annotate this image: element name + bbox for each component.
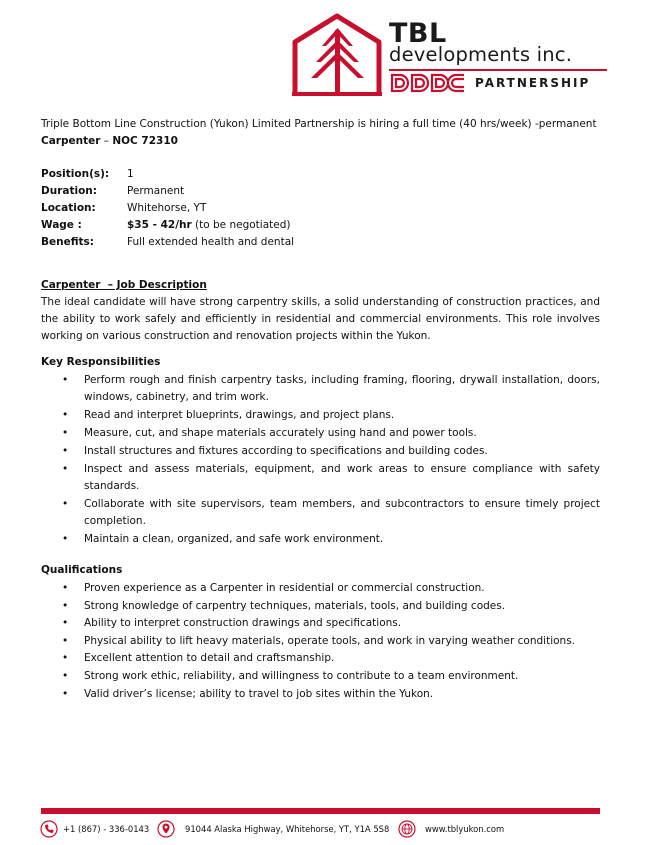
bullet: • bbox=[62, 533, 69, 545]
list-item-text: Collaborate with site supervisors, team members, and subcontractors to ensure timely project completion. bbox=[84, 498, 600, 527]
bullet: • bbox=[62, 687, 69, 700]
list-item bbox=[41, 461, 600, 495]
qualifications-list bbox=[41, 580, 600, 703]
footer-phone[interactable]: +1 (867) - 336-0143 bbox=[63, 824, 150, 834]
brand-partnership: PARTNERSHIP bbox=[475, 76, 591, 90]
bullet: • bbox=[62, 445, 69, 457]
duration-label: Duration: bbox=[41, 185, 97, 197]
list-item bbox=[41, 407, 600, 424]
list-item-text: Perform rough and finish carpentry tasks, including framing, flooring, drywall installation, doors, windows, cabinetry, and trim work. bbox=[84, 374, 600, 403]
job-title-line bbox=[41, 133, 600, 150]
list-item bbox=[41, 496, 600, 530]
bullet: • bbox=[62, 652, 69, 665]
location-pin-icon bbox=[157, 820, 175, 838]
list-item bbox=[41, 580, 600, 597]
detail-positions bbox=[41, 166, 600, 183]
list-item bbox=[41, 425, 600, 442]
list-item bbox=[41, 650, 600, 667]
list-item-text: Install structures and fixtures according to specifications and building codes. bbox=[84, 445, 488, 457]
duration-value: Permanent bbox=[127, 185, 185, 197]
list-item bbox=[41, 443, 600, 460]
job-description-heading: Carpenter – Job Description bbox=[41, 279, 207, 291]
bullet: • bbox=[62, 463, 69, 475]
phone-icon bbox=[40, 820, 58, 838]
intro-paragraph bbox=[41, 116, 600, 150]
bullet: • bbox=[62, 634, 69, 647]
detail-duration bbox=[41, 183, 600, 200]
ddc-mark-icon bbox=[390, 73, 468, 93]
list-item-text: Excellent attention to detail and craftsmanship. bbox=[84, 652, 335, 665]
job-summary: The ideal candidate will have strong carpentry skills, a solid understanding of construction practices, and the ability to work safely and efficiently in residential and commercial environments. This role involves working on various construction and renovation projects within the Yukon. bbox=[41, 296, 600, 342]
bullet: • bbox=[62, 374, 69, 386]
list-item bbox=[41, 668, 600, 685]
footer-website[interactable]: www.tblyukon.com bbox=[425, 824, 505, 834]
wage-label: Wage : bbox=[41, 219, 82, 231]
list-item-text: Measure, cut, and shape materials accurately using hand and power tools. bbox=[84, 427, 477, 439]
intro-line: Triple Bottom Line Construction (Yukon) Limited Partnership is hiring a full time (40 hrs/week) -permanent bbox=[41, 118, 597, 130]
list-item-text: Maintain a clean, organized, and safe work environment. bbox=[84, 533, 384, 545]
list-item-text: Physical ability to lift heavy materials, operate tools, and work in varying weather conditions. bbox=[84, 634, 576, 647]
bullet: • bbox=[62, 498, 69, 510]
footer-divider bbox=[41, 808, 600, 814]
brand-divider bbox=[389, 69, 607, 71]
responsibilities-list bbox=[41, 372, 600, 549]
list-item bbox=[41, 598, 600, 615]
bullet: • bbox=[62, 582, 69, 594]
list-item-text: Read and interpret blueprints, drawings, and project plans. bbox=[84, 409, 395, 421]
location-value: Whitehorse, YT bbox=[127, 202, 207, 214]
brand-subtitle: developments inc. bbox=[389, 43, 573, 66]
bullet: • bbox=[62, 599, 69, 612]
footer-address: 91044 Alaska Highway, Whitehorse, YT, Y1A 5S8 bbox=[185, 824, 390, 834]
list-item-text: Valid driver’s license; ability to travel to job sites within the Yukon. bbox=[84, 687, 434, 700]
list-item-text: Proven experience as a Carpenter in residential or commercial construction. bbox=[84, 582, 485, 594]
house-tree-logo-icon bbox=[292, 12, 382, 96]
list-item-text: Strong knowledge of carpentry techniques, materials, tools, and building codes. bbox=[84, 599, 506, 612]
positions-label: Position(s): bbox=[41, 168, 110, 180]
detail-location bbox=[41, 200, 600, 217]
globe-icon bbox=[398, 820, 416, 838]
qualifications-heading: Qualifications bbox=[41, 564, 123, 576]
list-item-text: Ability to interpret construction drawings and specifications. bbox=[84, 617, 402, 630]
wage-amount: $35 - 42/hr bbox=[127, 219, 192, 231]
brand-name: TBL bbox=[389, 18, 447, 49]
list-item-text: Inspect and assess materials, equipment, and work areas to ensure compliance with safety standards. bbox=[84, 463, 600, 492]
footer-contact bbox=[40, 820, 610, 840]
job-role: Carpenter bbox=[41, 135, 101, 147]
list-item bbox=[41, 686, 600, 703]
company-logo bbox=[290, 10, 610, 98]
benefits-label: Benefits: bbox=[41, 236, 94, 248]
job-details bbox=[41, 166, 600, 251]
list-item bbox=[41, 615, 600, 632]
detail-benefits bbox=[41, 234, 600, 251]
detail-wage bbox=[41, 217, 600, 234]
list-item bbox=[41, 633, 600, 650]
wage-note: (to be negotiated) bbox=[191, 219, 291, 231]
bullet: • bbox=[62, 669, 69, 682]
noc-code: NOC 72310 bbox=[112, 135, 178, 147]
list-item-text: Strong work ethic, reliability, and willingness to contribute to a team environment. bbox=[84, 669, 519, 682]
responsibilities-heading: Key Responsibilities bbox=[41, 356, 161, 368]
title-dash: – bbox=[100, 135, 113, 147]
bullet: • bbox=[62, 427, 69, 439]
bullet: • bbox=[62, 409, 69, 421]
list-item bbox=[41, 372, 600, 406]
benefits-value: Full extended health and dental bbox=[127, 236, 295, 248]
positions-value: 1 bbox=[127, 168, 134, 180]
location-label: Location: bbox=[41, 202, 96, 214]
wage-value bbox=[127, 217, 290, 234]
list-item bbox=[41, 531, 600, 548]
bullet: • bbox=[62, 617, 69, 630]
